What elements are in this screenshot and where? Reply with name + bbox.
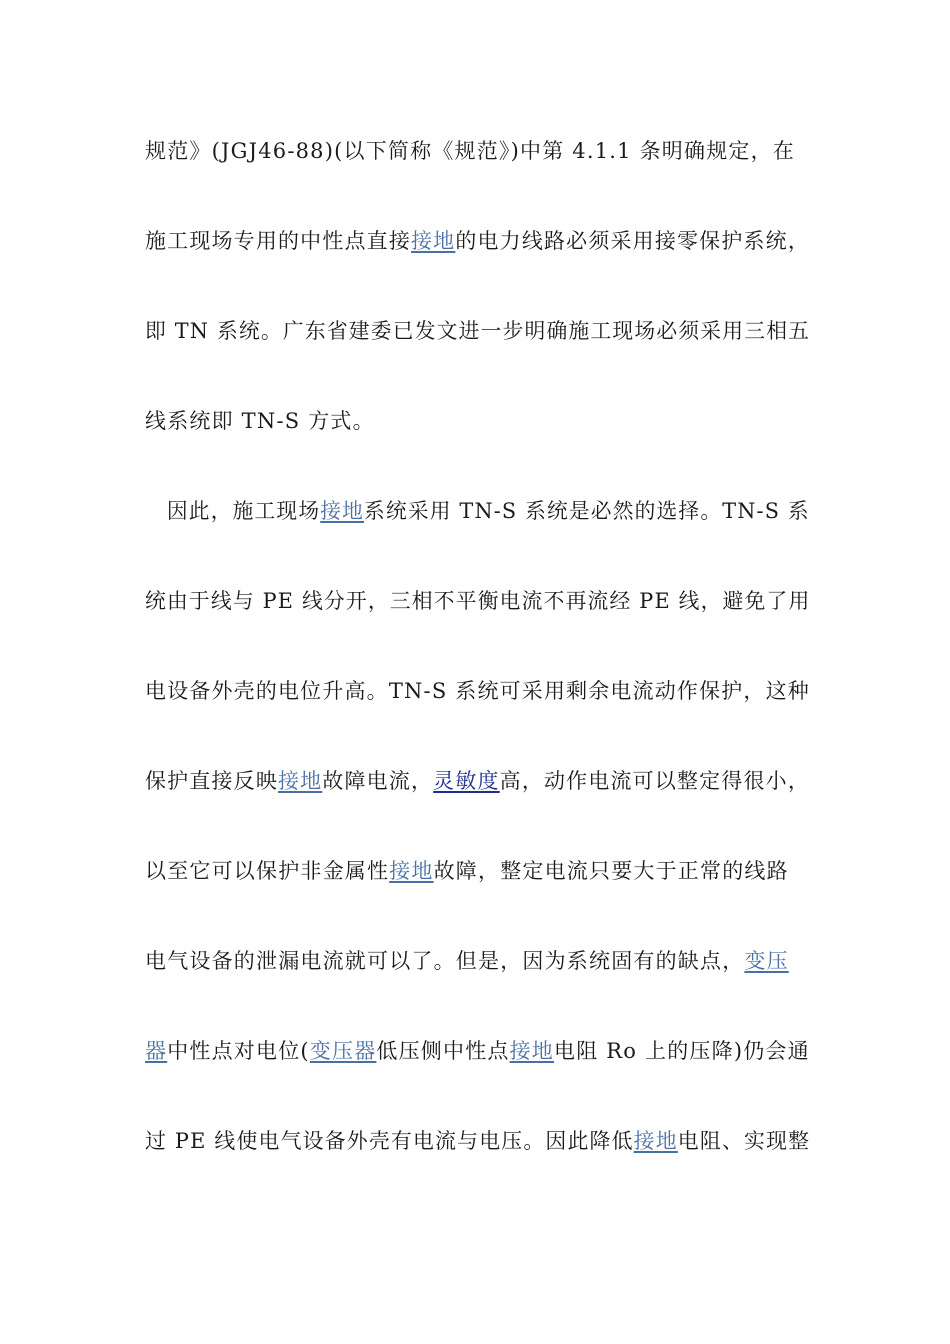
text-run: 低压侧中性点: [376, 1039, 510, 1063]
text-run: 规范》(JGJ46-88)(以下简称《规范》)中第 4.1.1 条明确规定，在: [145, 139, 796, 163]
hyperlink[interactable]: 接地: [411, 229, 456, 253]
text-line: [145, 225, 810, 257]
text-run: 的电力线路必须采用接零保护系统，: [455, 229, 811, 253]
text-run: 即 TN 系统。广东省建委已发文进一步明确施工现场必须采用三相五: [145, 319, 811, 343]
text-line: [145, 855, 789, 887]
text-run: 高，动作电流可以整定得很小，: [499, 769, 811, 793]
text-line: [145, 765, 810, 797]
hyperlink[interactable]: 接地: [278, 769, 323, 793]
text-run: 因此，施工现场: [145, 499, 321, 523]
text-run: 电气设备的泄漏电流就可以了。但是，因为系统固有的缺点，: [145, 949, 745, 973]
hyperlink[interactable]: 灵敏度: [433, 769, 500, 793]
text-run: 线系统即 TN-S 方式。: [145, 409, 375, 433]
hyperlink[interactable]: 接地: [320, 499, 365, 523]
text-line: [145, 1125, 810, 1157]
text-run: 电设备外壳的电位升高。TN-S 系统可采用剩余电流动作保护，这种: [145, 679, 810, 703]
text-line: [145, 1035, 810, 1067]
text-line: [145, 405, 375, 437]
hyperlink[interactable]: 变压器: [309, 1039, 377, 1063]
text-run: 保护直接反映: [145, 769, 279, 793]
hyperlink[interactable]: 器: [145, 1039, 168, 1063]
text-run: 故障电流，: [322, 769, 434, 793]
hyperlink[interactable]: 接地: [509, 1039, 555, 1063]
text-line: [145, 585, 810, 617]
text-run: 电阻 Ro 上的压降)仍会通: [554, 1039, 810, 1063]
text-run: 以至它可以保护非金属性: [145, 859, 390, 883]
hyperlink[interactable]: 接地: [389, 859, 434, 883]
text-line: [145, 135, 795, 167]
text-run: 施工现场专用的中性点直接: [145, 229, 412, 253]
text-run: 故障，整定电流只要大于正常的线路: [433, 859, 789, 883]
text-run: 过 PE 线使电气设备外壳有电流与电压。因此降低: [145, 1129, 634, 1153]
text-line: [145, 495, 810, 527]
text-run: 中性点对电位(: [167, 1039, 310, 1063]
text-line: [145, 945, 789, 977]
text-line: [145, 315, 810, 347]
text-run: 系统采用 TN-S 系统是必然的选择。TN-S 系: [364, 499, 810, 523]
text-run: 统由于线与 PE 线分开，三相不平衡电流不再流经 PE 线，避免了用: [145, 589, 811, 613]
text-run: 电阻、实现整: [677, 1129, 811, 1153]
hyperlink[interactable]: 变压: [744, 949, 789, 973]
text-line: [145, 675, 810, 707]
hyperlink[interactable]: 接地: [633, 1129, 678, 1153]
